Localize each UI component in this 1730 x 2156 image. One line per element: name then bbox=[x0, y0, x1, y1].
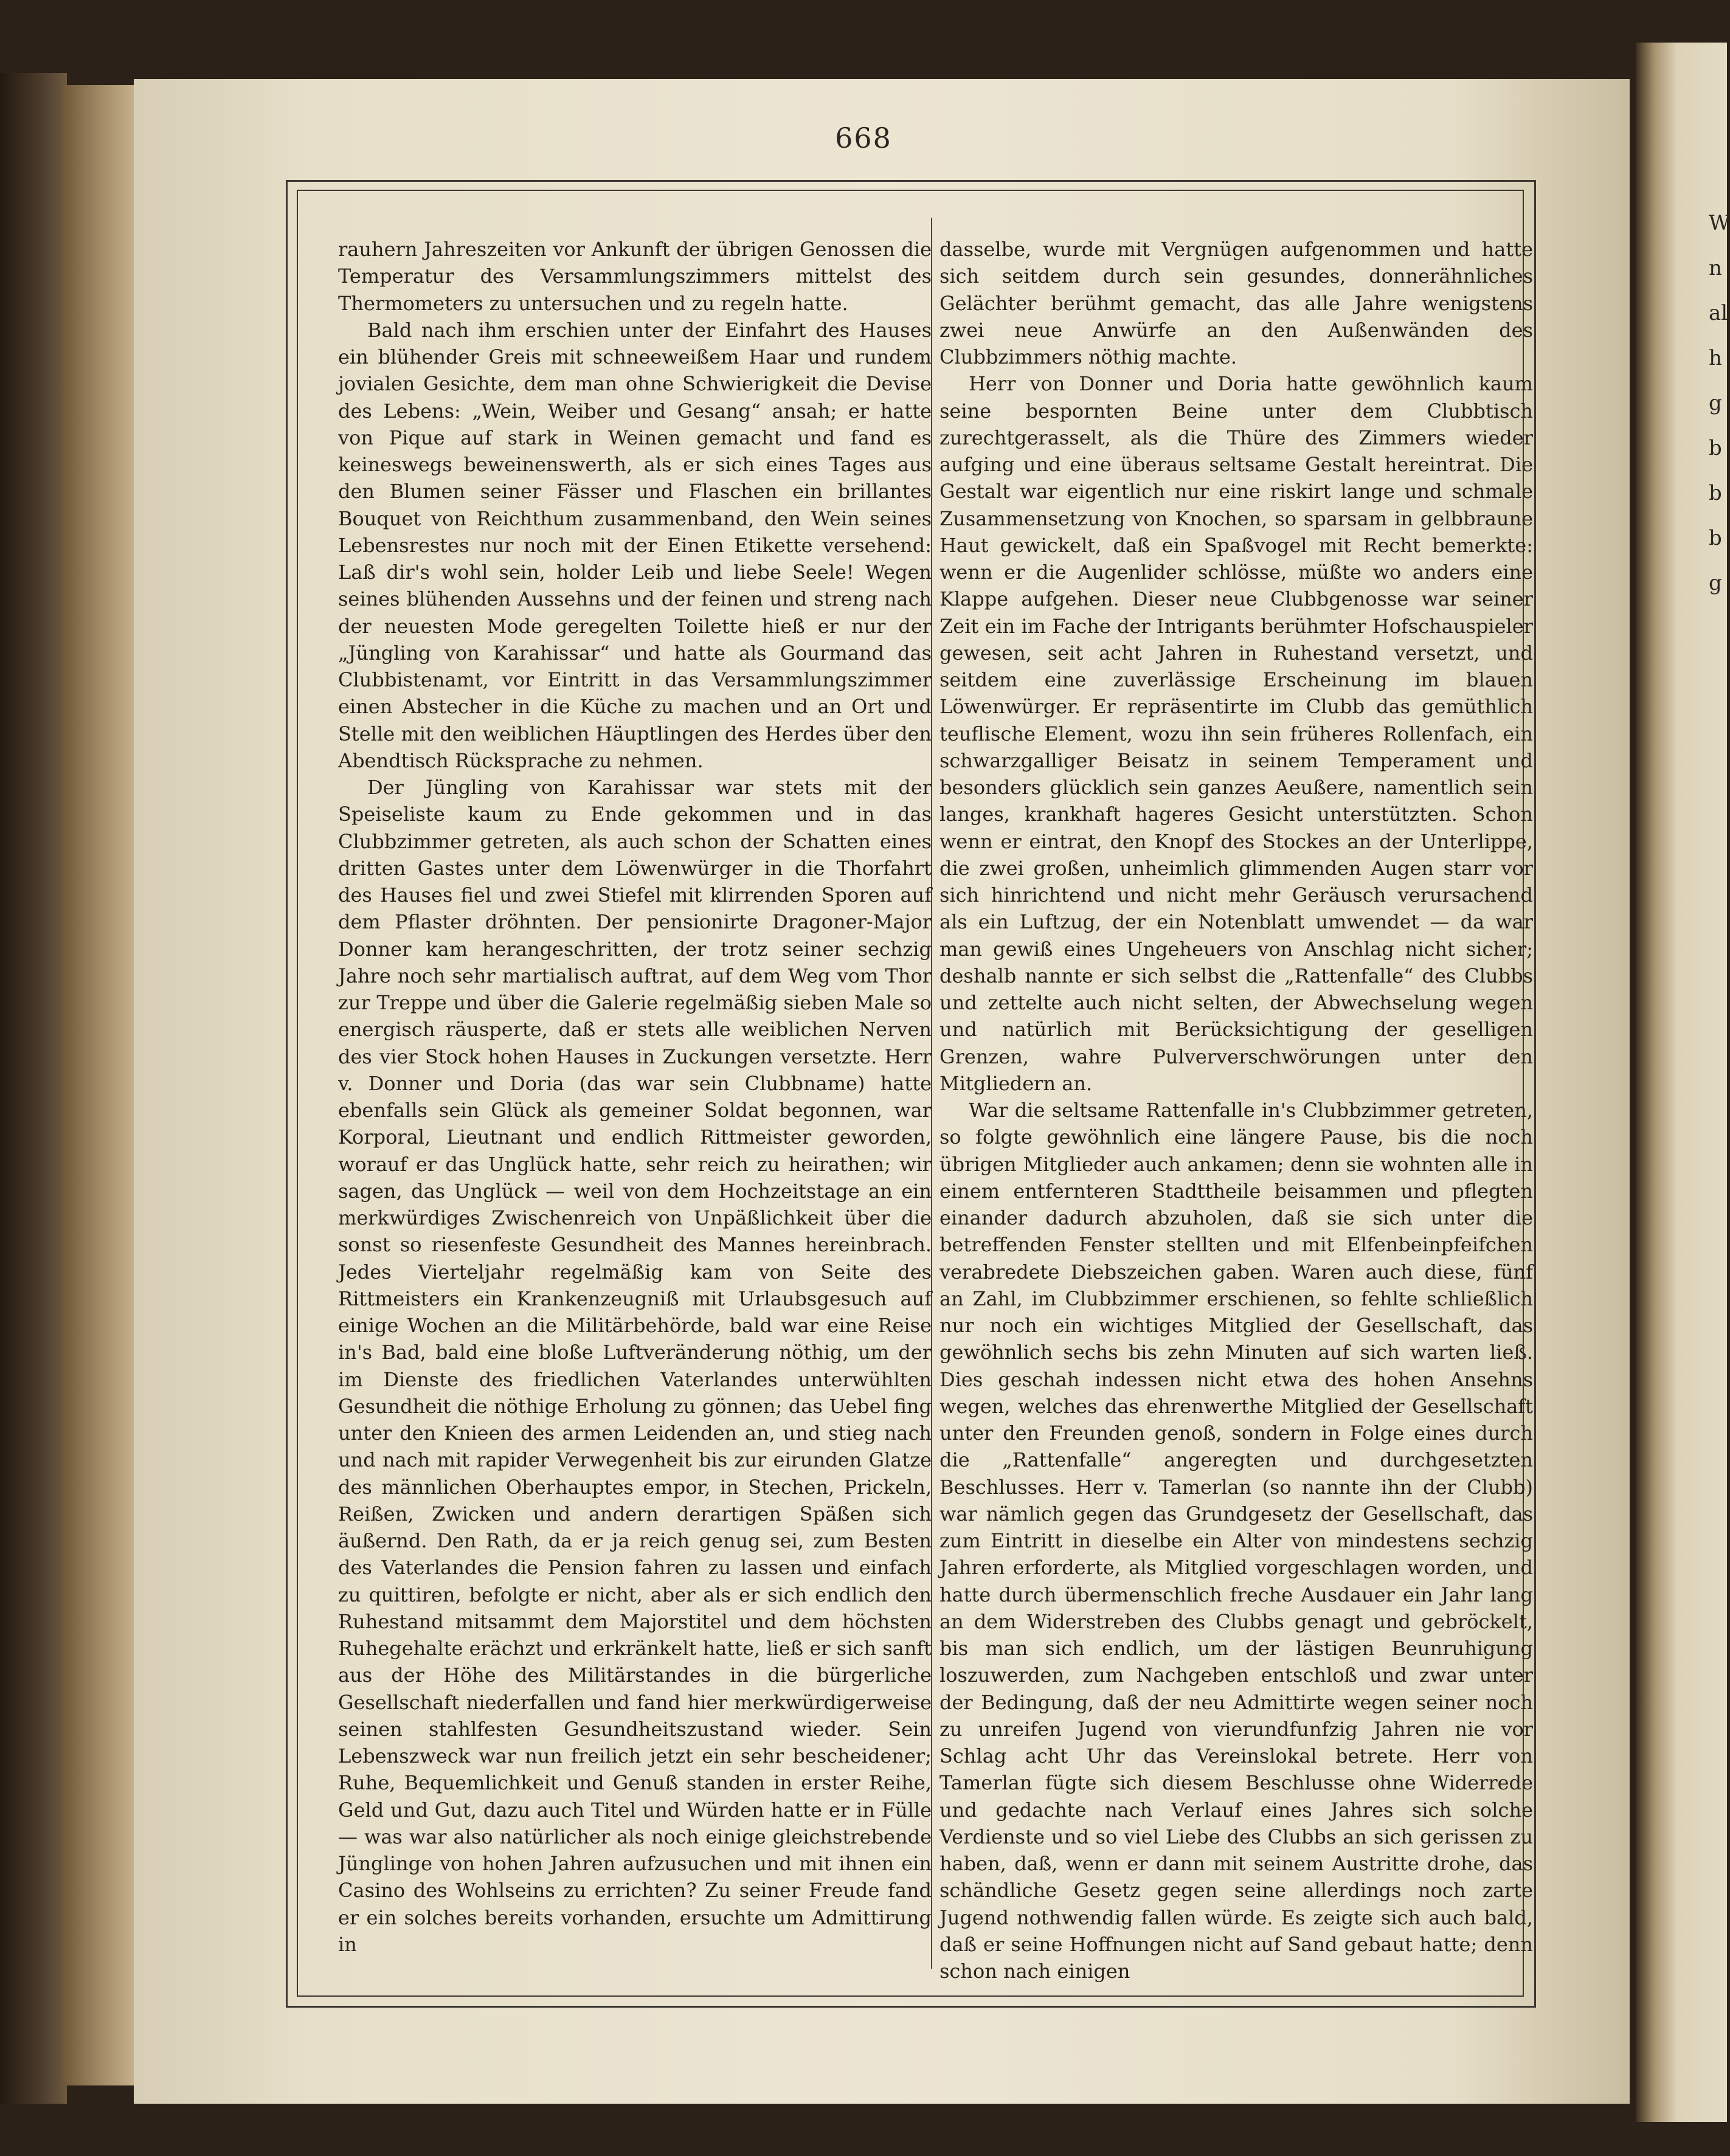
paragraph: dasselbe, wurde mit Vergnügen aufgenommen und hatte sich seitdem durch sein gesundes, donnerähnliches Gelächter berühmt gemacht, das alle Jahre wenigstens zwei neue Anwürfe an den Außenwänden des Clubbzimmers nöthig machte. bbox=[939, 238, 1533, 368]
book-spine bbox=[0, 73, 67, 2104]
paragraph: Bald nach ihm erschien unter der Einfahrt des Hauses ein blühender Greis mit schneeweißem Haar und rundem jovialen Gesichte, dem man ohne Schwierigkeit die Devise des Lebens: „Wein, Weiber und Gesang“ ansah; er hatte von Pique auf stark in Weinen gemacht und fand es keineswegs beweinenswerth, als er sich eines Tages aus den Blumen seiner Fässer und Flaschen ein brillantes Bouquet von Reichthum zusammenband, den Wein seines Lebensrestes nur noch mit der Einen Etikette versehend: Laß dir's wohl sein, holder Leib und liebe Seele! Wegen seines blühenden Aussehns und der feinen und streng nach der neuesten Mode geregelten Toilette hieß er nur der „Jüngling von Karahissar“ und hatte als Gourmand das Clubbistenamt, vor Eintritt in das Versammlungszimmer einen Abstecher in die Küche zu machen und an Ort und Stelle mit den weiblichen Häuptlingen des Herdes über den Abendtisch Rücksprache zu nehmen. bbox=[338, 318, 932, 772]
facing-page-fragment: g bbox=[1709, 391, 1722, 415]
paragraph: Der Jüngling von Karahissar war stets mit der Speiseliste kaum zu Ende gekommen und in das Clubbzimmer getreten, als auch schon der Schatten eines dritten Gastes unter dem Löwenwürger in die Thorfahrt des Hauses fiel und zwei Stiefel mit klirrenden Sporen auf dem Pflaster dröhnten. Der pensionirte Dragoner-Major Donner kam herangeschritten, der trotz seiner sechzig Jahre noch sehr martialisch auftrat, auf dem Weg vom Thor zur Treppe und über die Galerie regelmäßig sieben Male so energisch räusperte, daß er stets alle weiblichen Nerven des vier Stock hohen Hauses in Zuckungen versetzte. Herr v. Donner und Doria (das war sein Clubbname) hatte ebenfalls sein Glück als gemeiner Soldat begonnen, war Korporal, Lieutnant und endlich Rittmeister geworden, worauf er das Unglück hatte, sehr reich zu heirathen; wir sagen, das Unglück — weil von dem Hochzeitstage an ein merkwürdiges Zwischenreich von Unpäßlichkeit über die sonst so riesenfeste Gesundheit des Mannes hereinbrach. Jedes Vierteljahr regelmäßig kam von Seite des Rittmeisters ein Krankenzeugniß mit Urlaubsgesuch auf einige Wochen an die Militärbehörde, bald war eine Reise in's Bad, bald eine bloße Luftveränderung nöthig, um der im Dienste des friedlichen Vaterlandes unterwühlten Gesundheit die nöthige Erholung zu gönnen; das Uebel fing unter den Knieen des armen Leidenden an, und stieg nach und nach mit rapider Verwegenheit bis zur eirunden Glatze des männlichen Oberhauptes empor, in Stechen, Prickeln, Reißen, Zwicken und andern derartigen Späßen sich äußernd. Den Rath, da er ja reich genug sei, zum Besten des Vaterlandes die Pension fahren zu lassen und einfach zu quittiren, befolgte er nicht, aber als er sich endlich den Ruhestand mitsammt dem Majorstitel und dem höchsten Ruhegehalte erächzt und erkränkelt hatte, ließ er sich sanft aus der Höhe des Militärstandes in die bürgerliche Gesellschaft niederfallen und fand hier merkwürdigerweise seinen stahlfesten Gesundheitszustand wieder. Sein Lebenszweck war nun freilich jetzt ein sehr bescheidener; Ruhe, Bequemlichkeit und Genuß standen in erster Reihe, Geld und Gut, dazu auch Titel und Würden hatte er in Fülle — was war also natürlicher als noch einige gleichstrebende Jünglinge von hohen Jahren aufzusuchen und mit ihnen ein Casino des Wohlseins zu errichten? Zu seiner Freude fand er ein solches bereits vorhanden, ersuchte um Admittirung in bbox=[338, 776, 932, 1956]
paragraph: rauhern Jahreszeiten vor Ankunft der übrigen Genossen die Temperatur des Versammlungszimmers mittelst des Thermometers zu untersuchen und zu regeln hatte. bbox=[338, 238, 932, 315]
facing-page-fragment: b bbox=[1709, 436, 1722, 460]
facing-page-fragment: al bbox=[1709, 301, 1728, 325]
page-number: 668 bbox=[835, 122, 892, 154]
left-column bbox=[338, 236, 932, 1958]
right-column bbox=[939, 236, 1533, 1985]
facing-page-fragment: b bbox=[1709, 481, 1722, 505]
paragraph: War die seltsame Rattenfalle in's Clubbzimmer getreten, so folgte gewöhnlich eine längere Pause, bis die noch übrigen Mitglieder auch ankamen; denn sie wohnten alle in einem entfernteren Stadttheile beisammen und pflegten einander dadurch abzuholen, daß sie sich unter die betreffenden Fenster stellten und mit Elfenbeinpfeifchen verabredete Diebszeichen gaben. Waren auch diese, fünf an Zahl, im Clubbzimmer erschienen, so fehlte schließlich nur noch ein wichtiges Mitglied der Gesellschaft, das gewöhnlich sechs bis zehn Minuten auf sich warten ließ. Dies geschah indessen nicht etwa des hohen Ansehns wegen, welches das ehrenwerthe Mitglied der Gesellschaft unter den Freunden genoß, sondern in Folge eines durch die „Rattenfalle“ angeregten und durchgesetzten Beschlusses. Herr v. Tamerlan (so nannte ihn der Clubb) war nämlich gegen das Grundgesetz der Gesellschaft, das zum Eintritt in dieselbe ein Alter von mindestens sechzig Jahren erforderte, als Mitglied vorgeschlagen worden, und hatte durch übermenschlich freche Ausdauer ein Jahr lang an dem Widerstreben des Clubbs genagt und gebröckelt, bis man sich endlich, um der lästigen Beunruhigung loszuwerden, zum Nachgeben entschloß und zwar unter der Bedingung, daß der neu Admittirte wegen seiner noch zu unreifen Jugend von vierundfunfzig Jahren nie vor Schlag acht Uhr das Vereinslokal betrete. Herr von Tamerlan fügte sich diesem Beschlusse ohne Widerrede und gedachte nach Verlauf eines Jahres sich solche Verdienste und so viel Liebe des Clubbs an sich gerissen zu haben, daß, wenn er dann mit seinem Austritte drohe, das schändliche Gesetz gegen seine allerdings noch zarte Jugend nothwendig fallen würde. Es zeigte sich auch bald, daß er seine Hoffnungen nicht auf Sand gebaut hatte; denn schon nach einigen bbox=[939, 1099, 1533, 1983]
facing-page-fragment: n bbox=[1709, 256, 1722, 280]
facing-page-fragment: h bbox=[1709, 346, 1722, 370]
facing-page-fragment: W bbox=[1709, 211, 1730, 235]
facing-page-fragment: g bbox=[1709, 571, 1722, 595]
facing-page-fragment: b bbox=[1709, 526, 1722, 550]
paragraph: Herr von Donner und Doria hatte gewöhnlich kaum seine bespornten Beine unter dem Clubbtisch zurechtgerasselt, als die Thüre des Zimmers wieder aufging und eine überaus seltsame Gestalt hereintrat. Die Gestalt war eigentlich nur eine riskirt lange und schmale Zusammensetzung von Knochen, so sparsam in gelbbraune Haut gewickelt, daß ein Spaßvogel mit Recht bemerkte: wenn er die Augenlider schlösse, müßte wo anders eine Klappe aufgehen. Dieser neue Clubbgenosse war seiner Zeit ein im Fache der Intrigants berühmter Hofschauspieler gewesen, seit acht Jahren in Ruhestand versetzt, und seitdem eine zuverlässige Erscheinung im blauen Löwenwürger. Er repräsentirte im Clubb das gemüthlich teuflische Element, wozu ihn sein früheres Rollenfach, ein schwarzgalliger Beisatz in seinem Temperament und besonders glücklich sein ganzes Aeußere, namentlich sein langes, krankhaft hageres Gesicht unterstützten. Schon wenn er eintrat, den Knopf des Stockes an der Unterlippe, die zwei großen, unheimlich glimmenden Augen starr vor sich hinrichtend und nicht mehr Geräusch verursachend als ein Luftzug, der ein Notenblatt umwendet — da war man gewiß eines Ungeheuers von Anschlag nicht sicher; deshalb nannte er sich selbst die „Rattenfalle“ des Clubbs und zettelte auch nicht selten, der Abwechselung wegen und natürlich mit Berücksichtigung der geselligen Grenzen, wahre Pulververschwörungen unter den Mitgliedern an. bbox=[939, 372, 1533, 1095]
facing-page-text bbox=[1709, 201, 1730, 606]
